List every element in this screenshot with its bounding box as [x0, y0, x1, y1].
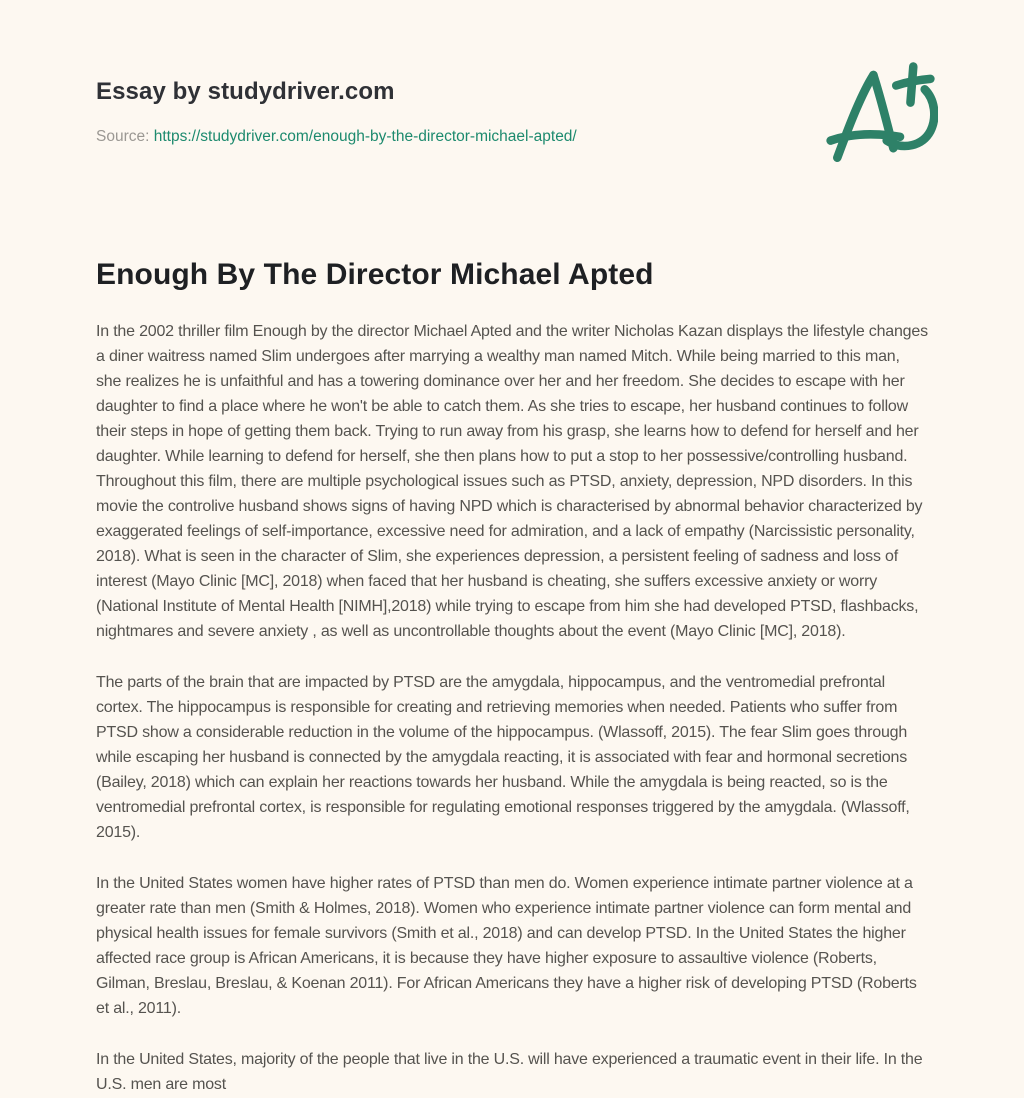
- source-line: [96, 128, 928, 146]
- essay-body: [96, 319, 928, 1097]
- essay-title: Enough By The Director Michael Apted: [96, 258, 654, 291]
- a-plus-logo-icon: [824, 57, 938, 171]
- source-label: Source:: [96, 128, 150, 145]
- essay-article: [0, 258, 1024, 1097]
- source-url-link[interactable]: https://studydriver.com/enough-by-the-director-michael-apted/: [153, 128, 577, 145]
- essay-paragraph-1: In the 2002 thriller film Enough by the director Michael Apted and the writer Nicholas Kazan displays the lifestyle changes a diner waitress named Slim undergoes after marrying a wealthy man named Mitch. While being married to this man, she realizes he is unfaithful and has a towering dominance over her and her freedom. She decides to escape with her daughter to find a place where he won't be able to catch them. As she tries to escape, her husband continues to follow their steps in hope of getting them back. Trying to run away from his grasp, she learns how to defend for herself and her daughter. While learning to defend for herself, she then plans how to put a stop to her possessive/controlling husband. Throughout this film, there are multiple psychological issues such as PTSD, anxiety, depression, NPD disorders. In this movie the controlive husband shows signs of having NPD which is characterised by abnormal behavior characterized by exaggerated feelings of self-importance, excessive need for admiration, and a lack of empathy (Narcissistic personality, 2018). What is seen in the character of Slim, she experiences depression, a persistent feeling of sadness and loss of interest (Mayo Clinic [MC], 2018) when faced that her husband is cheating, she suffers excessive anxiety or worry (National Institute of Mental Health [NIMH],2018) while trying to escape from him she had developed PTSD, flashbacks, nightmares and severe anxiety , as well as uncontrollable thoughts about the event (Mayo Clinic [MC], 2018).: [96, 323, 928, 640]
- essay-paragraph-3: In the United States women have higher rates of PTSD than men do. Women experience intimate partner violence at a greater rate than men (Smith & Holmes, 2018). Women who experience intimate partner violence can form mental and physical health issues for female survivors (Smith et al., 2018) and can develop PTSD. In the United States the higher affected race group is African Americans, it is because they have higher exposure to assaultive violence (Roberts, Gilman, Breslau, Breslau, & Koenan 2011). For African Americans they have a higher risk of developing PTSD (Roberts et al., 2011).: [96, 875, 917, 1017]
- site-title: Essay by studydriver.com: [96, 78, 395, 105]
- essay-paragraph-2: The parts of the brain that are impacted by PTSD are the amygdala, hippocampus, and the ventromedial prefrontal cortex. The hippocampus is responsible for creating and retrieving memories when needed. Patients who suffer from PTSD show a considerable reduction in the volume of the hippocampus. (Wlassoff, 2015). The fear Slim goes through while escaping her husband is connected by the amygdala reacting, it is associated with fear and hormonal secretions (Bailey, 2018) which can explain her reactions towards her husband. While the amygdala is being reacted, so is the ventromedial prefrontal cortex, is responsible for regulating emotional responses triggered by the amygdala. (Wlassoff, 2015).: [96, 674, 910, 841]
- essay-paragraph-4: In the United States, majority of the people that live in the U.S. will have experienced a traumatic event in their life. In the U.S. men are most: [96, 1051, 923, 1093]
